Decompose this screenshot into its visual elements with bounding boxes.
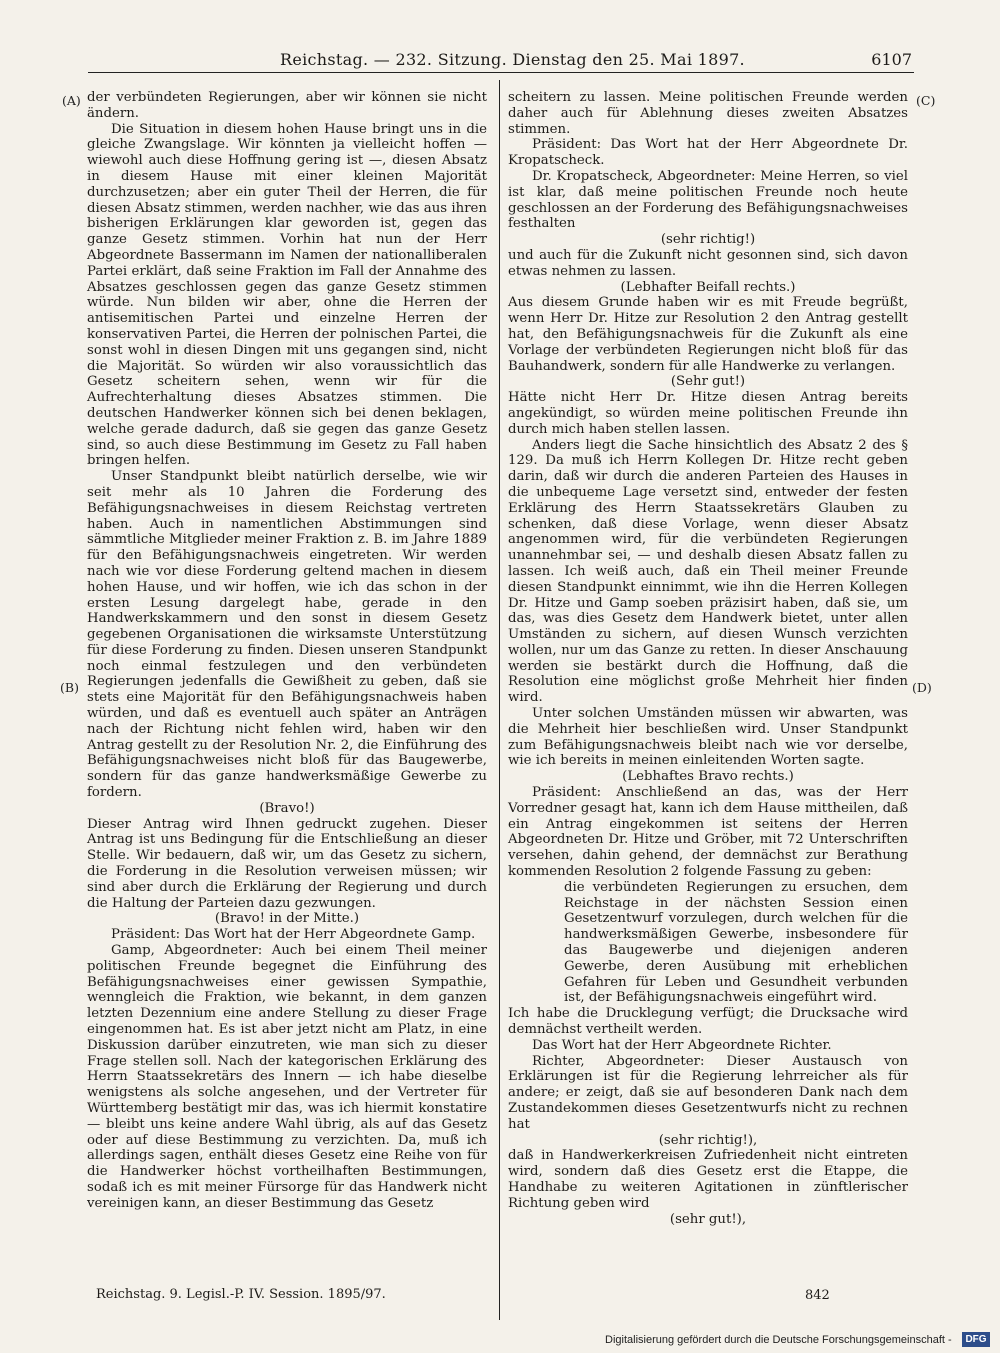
paragraph: Hätte nicht Herr Dr. Hitze diesen Antrag bereits angekündigt, so würden meine politischen Freunde ihn durch mich haben stellen lassen. xyxy=(508,390,908,437)
interjection: (Bravo!) xyxy=(259,800,315,816)
speaker-paragraph: Präsident: Das Wort hat der Herr Abgeordnete Gamp. xyxy=(111,927,476,943)
resolution-quote: die verbündeten Regierungen zu ersuchen, dem Reichstage in der nächsten Session einen Gesetzentwurf vorzulegen, durch welchen für die handwerksmäßigen Gewerbe, insbesondere für das Baugewerbe und diejenigen anderen Gewerbe, deren Ausübung mit erheblichen Gefahren für Leben und Gesundheit verbunden ist, der Befähigungsnachweis eingeführt wird. xyxy=(564,879,908,1006)
speaker-paragraph: Präsident: Anschließend an das, was der Herr Vorredner gesagt hat, kann ich dem Hause mittheilen, daß ein Antrag eingekommen ist seitens der Herren Abgeordneten Dr. Hitze und Gröber, mit 72 Unterschriften versehen, dahin gehend, der demnächst zur Berathung kommenden Resolution 2 folgende Fassung zu geben: xyxy=(508,785,908,880)
speaker-paragraph: Richter, Abgeordneter: Dieser Austausch von Erklärungen ist für die Regierung lehrreicher als für andere; er zeigt, daß sie auf besonderen Dank nach dem Zustandekommen dieses Gesetzentwurfs nicht zu rechnen hat xyxy=(508,1053,908,1132)
paragraph: daß in Handwerkerkreisen Zufriedenheit nicht eintreten wird, sondern daß dies Gesetz erst die Etappe, die Handhabe zu weiteren Agitationen in zünftlerischer Richtung geben wird xyxy=(508,1148,908,1211)
interjection: (sehr richtig!), xyxy=(658,1132,758,1148)
digitization-note: Digitalisierung gefördert durch die Deutsche Forschungsgemeinschaft - xyxy=(605,1334,952,1346)
interjection: (sehr gut!), xyxy=(669,1211,747,1227)
header-rule xyxy=(88,72,914,73)
margin-mark-c: (C) xyxy=(916,93,936,108)
footer-session-info: Reichstag. 9. Legisl.-P. IV. Session. 1895/97. xyxy=(96,1287,386,1302)
footer-sheet-number: 842 xyxy=(805,1288,830,1303)
left-column xyxy=(87,90,487,1212)
paragraph: Ich habe die Drucklegung verfügt; die Drucksache wird demnächst vertheilt werden. xyxy=(508,1006,908,1038)
dfg-logo: DFG xyxy=(962,1332,990,1347)
speaker-paragraph: Dr. Kropatscheck, Abgeordneter: Meine Herren, so viel ist klar, daß meine politischen Freunde noch heute geschlossen an der Forderung des Befähigungsnachweises festhalten xyxy=(508,168,908,232)
interjection: (Lebhafter Beifall rechts.) xyxy=(620,279,796,295)
speaker-paragraph: Präsident: Das Wort hat der Herr Abgeordnete Dr. Kropatscheck. xyxy=(508,137,908,169)
margin-mark-b: (B) xyxy=(60,680,79,695)
page-number: 6107 xyxy=(871,50,912,69)
margin-mark-a: (A) xyxy=(62,93,81,108)
paragraph: Unter solchen Umständen müssen wir abwarten, was die Mehrheit hier beschließen wird. Unser Standpunkt zum Befähigungsnachweis bleibt nach wie vor derselbe, wie ich bereits in meinen einleitenden Worten sagte. xyxy=(508,706,908,769)
speaker-paragraph: Gamp, Abgeordneter: Auch bei einem Theil meiner politischen Freunde begegnet die Einführung des Befähigungsnachweises einer gewissen Sympathie, wenngleich die Fraktion, wie bekannt, in dem ganzen letzten Dezennium eine andere Stellung zu dieser Frage eingenommen hat. Es ist aber jetzt nicht am Platz, in eine Diskussion darüber einzutreten, wie man sich zu dieser Frage stellen soll. Nach der kategorischen Erklärung des Herrn Staatssekretärs des Innern — ich habe dieselbe wenigstens als solche angesehen, und der Vertreter für Württemberg bestätigt mir das, was ich hiermit konstatire — bleibt uns keine andere Wahl übrig, als auf das Gesetz oder auf diese Bestimmung zu verzichten. Da, muß ich allerdings sagen, enthält dieses Gesetz eine Reihe von für die Handwerker höchst vortheilhaften Bestimmungen, sodaß ich es mit meiner Fürsorge für das Handwerk nicht vereinigen kann, an dieser Bestimmung das Gesetz xyxy=(87,943,487,1211)
paragraph: scheitern zu lassen. Meine politischen Freunde werden daher auch für Ablehnung dieses zweiten Absatzes stimmen. xyxy=(508,90,908,137)
page-header xyxy=(90,50,912,74)
paragraph: Unser Standpunkt bleibt natürlich derselbe, wie wir seit mehr als 10 Jahren die Forderung des Befähigungsnachweises in diesem Reichstag vertreten haben. Auch in namentlichen Abstimmungen sind sämmtliche Mitglieder meiner Fraktion z. B. im Jahre 1889 für den Befähigungsnachweis eingetreten. Wir werden nach wie vor diese Forderung geltend machen in diesem hohen Hause, und wir hoffen, wie ich das schon in der ersten Lesung dargelegt habe, gerade in den Handwerkskammern und den sonst in diesem Gesetz gegebenen Organisationen die wirksamste Unterstützung für diese Forderung zu finden. Diesen unseren Standpunkt noch einmal festzulegen und den verbündeten Regierungen jedenfalls die Gewißheit zu geben, daß sie stets eine Majorität für den Befähigungsnachweis haben würden, und daß es eventuell auch später an Anträgen nach der Richtung nicht fehlen wird, haben wir den Antrag gestellt zu der Resolution Nr. 2, die Einführung des Befähigungsnachweises nicht bloß für das Baugewerbe, sondern für das ganze handwerksmäßige Gewerbe zu fordern. xyxy=(87,469,487,801)
paragraph: Anders liegt die Sache hinsichtlich des Absatz 2 des § 129. Da muß ich Herrn Kollegen Dr. Hitze recht geben darin, daß wir durch die anderen Parteien des Hauses in die unbequeme Lage versetzt sind, entweder der festen Erklärung des Herrn Staatssekretärs Glauben zu schenken, daß diese Vorlage, wenn dieser Absatz angenommen wird, für die verbündeten Regierungen unannehmbar sei, — und deshalb diesen Absatz fallen zu lassen. Ich weiß auch, daß ein Theil meiner Freunde diesen Standpunkt einnimmt, wie ihn die Herren Kollegen Dr. Hitze und Gamp soeben präzisirt haben, daß sie, um das, was dies Gesetz dem Handwerk bietet, unter allen Umständen zu sichern, auf diesen Wunsch verzichten wollen, nur um das Ganze zu retten. In dieser Anschauung werden sie bestärkt durch die Hoffnung, daß die Resolution eine möglichst große Mehrheit hier finden wird. xyxy=(508,437,908,706)
paragraph: Die Situation in diesem hohen Hause bringt uns in die gleiche Zwangslage. Wir könnten ja vielleicht hoffen — wiewohl auch diese Hoffnung gering ist —, diesen Absatz in diesem Hause mit einer kleinen Majorität durchzusetzen; aber ein guter Theil der Herren, die für diesen Absatz stimmen, werden nachher, wie das aus ihren bisherigen Erklärungen klar geworden ist, gegen das ganze Gesetz stimmen. Vorhin hat nun der Herr Abgeordnete Bassermann im Namen der nationalliberalen Partei erklärt, daß seine Fraktion im Fall der Annahme des Absatzes geschlossen gegen das ganze Gesetz stimmen würde. Nun bilden wir aber, ohne die Herren der antisemitischen Partei und einzelne Herren der konservativen Partei, die Herren der polnischen Partei, die sonst wohl in diesen Dingen mit uns gegangen sind, nicht die Majorität. So würden wir also voraussichtlich das Gesetz scheitern sehen, wenn wir für die Aufrechterhaltung dieses Absatzes stimmen. Die deutschen Handwerker können sich bei denen beklagen, welche gerade dadurch, daß sie gegen das ganze Gesetz sind, so auch diese Bestimmung im Gesetz zu Fall haben bringen helfen. xyxy=(87,121,487,469)
interjection: (Sehr gut!) xyxy=(670,374,746,390)
paragraph: Dieser Antrag wird Ihnen gedruckt zugehen. Dieser Antrag ist uns Bedingung für die Entschließung an dieser Stelle. Wir bedauern, daß wir, um das Gesetz zu sichern, die Forderung in die Resolution verweisen müssen; wir sind aber durch die Erklärung der Regierung und durch die Haltung der Parteien dazu gezwungen. xyxy=(87,816,487,911)
paragraph: und auch für die Zukunft nicht gesonnen sind, sich davon etwas nehmen zu lassen. xyxy=(508,247,908,279)
paragraph: Aus diesem Grunde haben wir es mit Freude begrüßt, wenn Herr Dr. Hitze zur Resolution 2 den Antrag gestellt hat, den Befähigungsnachweis für die Zukunft als eine Vorlage der verbündeten Regierungen nicht bloß für das Bauhandwerk, sondern für alle Handwerke zu verlangen. xyxy=(508,295,908,374)
interjection: (sehr richtig!) xyxy=(660,232,756,248)
paragraph: der verbündeten Regierungen, aber wir können sie nicht ändern. xyxy=(87,90,487,121)
margin-mark-d: (D) xyxy=(912,680,932,695)
column-divider xyxy=(499,80,500,1320)
paragraph: Das Wort hat der Herr Abgeordnete Richter. xyxy=(532,1037,832,1053)
header-title: Reichstag. — 232. Sitzung. Dienstag den 25. Mai 1897. xyxy=(280,50,745,69)
right-column xyxy=(508,90,908,1227)
interjection: (Lebhaftes Bravo rechts.) xyxy=(622,769,794,785)
interjection: (Bravo! in der Mitte.) xyxy=(214,911,360,927)
